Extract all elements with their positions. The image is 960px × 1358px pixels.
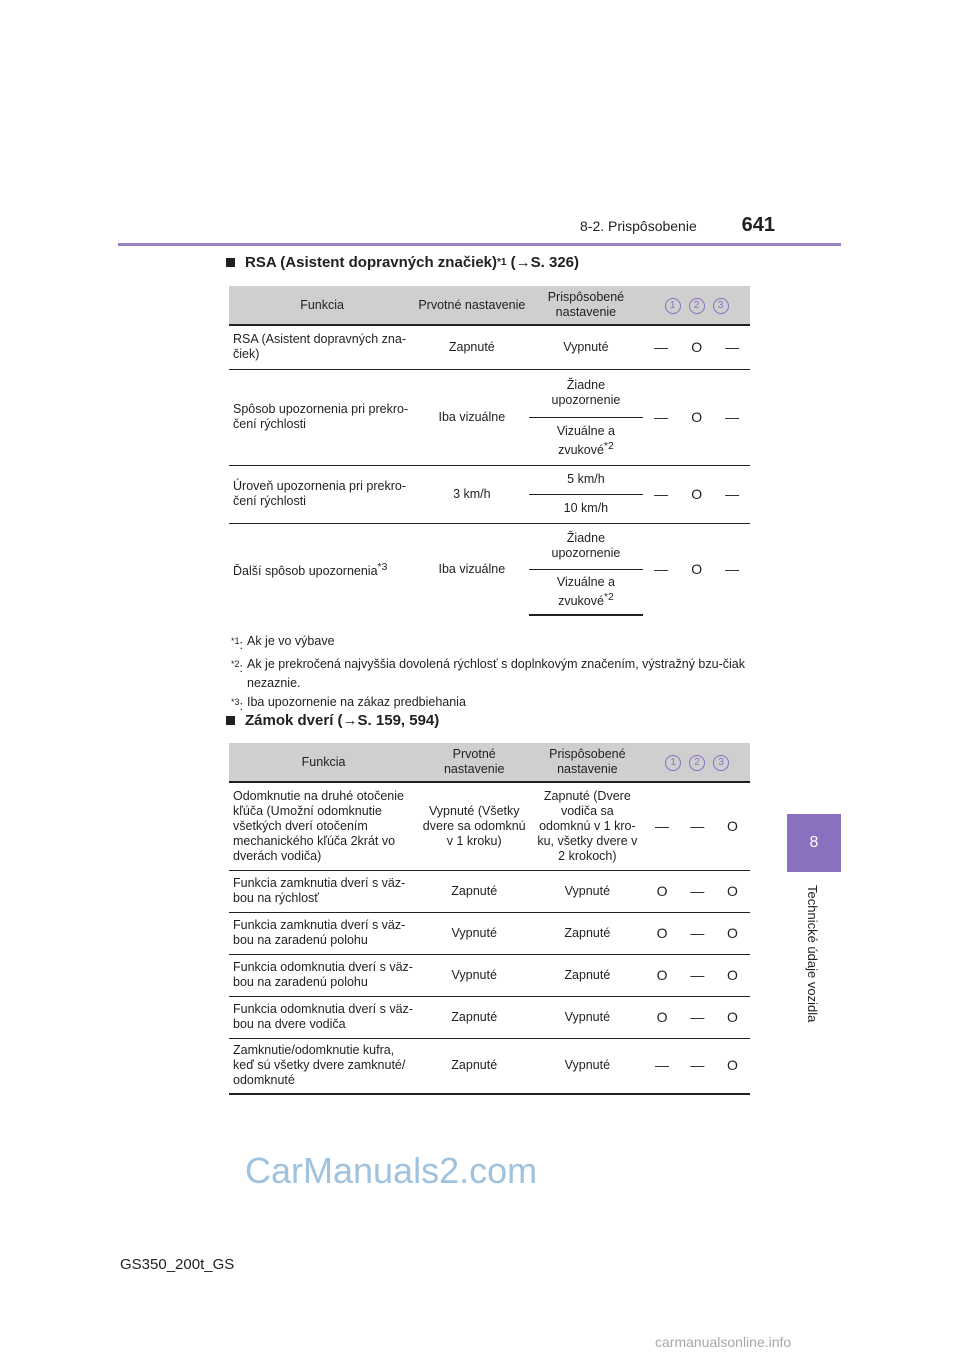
section-heading-rsa: RSA (Asistent dopravných značiek) *1 (→S. 326)	[226, 254, 579, 271]
cell-mark: O	[644, 954, 679, 996]
cell-function: Ďalší spôsob upozornenia$^{*3}$	[229, 523, 415, 615]
table-row	[229, 996, 750, 1038]
cell-mark: —	[714, 369, 750, 465]
cell-mark: —	[690, 817, 705, 834]
table-row	[229, 523, 750, 569]
section-title: 8-2. Prispôsobenie	[580, 218, 697, 234]
cell-default: 3 km/h	[415, 465, 528, 523]
column-header-method-icons	[644, 743, 750, 782]
page-header	[580, 214, 775, 237]
footnote: $^{*1}$: Ak je vo výbave	[231, 634, 335, 653]
cell-custom: Vypnuté	[530, 996, 644, 1038]
method-2-icon: 2	[689, 755, 705, 771]
table-row	[229, 1038, 750, 1094]
section-heading-door-lock: Zámok dverí (→S. 159, 594)	[226, 712, 439, 729]
cell-custom: Zapnuté (Dvere vodiča sa odomknú v 1 kro-ku, všetky dvere v 2 krokoch)	[537, 788, 638, 863]
cell-function: Spôsob upozornenia pri prekro-čení rýchlosti	[229, 369, 415, 465]
cell-mark: O	[679, 523, 714, 615]
cell-custom: Vypnuté	[530, 1038, 644, 1094]
table-row	[229, 870, 750, 912]
table-row	[229, 782, 750, 870]
column-header-function: Funkcia	[229, 743, 418, 782]
watermark-footer: carmanualsonline.info	[655, 1334, 792, 1350]
cell-default: Zapnuté	[418, 996, 530, 1038]
cell-mark: —	[680, 954, 715, 996]
column-header-function: Funkcia	[229, 286, 415, 325]
cell-mark: O	[715, 1038, 750, 1094]
cell-mark: —	[714, 523, 750, 615]
cell-default: Vypnuté	[418, 912, 530, 954]
cell-custom: Vizuálne a zvukové$^{*2}$	[529, 569, 644, 615]
cell-default: Iba vizuálne	[415, 523, 528, 615]
method-3-icon: 3	[713, 755, 729, 771]
cell-custom: Žiadne upozornenie	[529, 369, 644, 417]
footer-model-code: GS350_200t_GS	[120, 1256, 235, 1273]
cell-mark: —	[643, 369, 679, 465]
cell-function: Zamknutie/odomknutie kufra, keď sú všetky dvere zamknuté/ odomknuté	[229, 1038, 418, 1094]
cell-custom: Vypnuté	[563, 339, 609, 354]
cell-mark: O	[715, 954, 750, 996]
cell-mark: O	[691, 338, 703, 355]
cell-custom: Zapnuté	[530, 954, 644, 996]
cell-function: Funkcia odomknutia dverí s väz-bou na zaradenú polohu	[229, 954, 418, 996]
footnote: $^{*3}$: Iba upozornenie na zákaz predbiehania	[231, 695, 466, 714]
watermark-logo: CarManuals2.com	[245, 1150, 538, 1191]
cell-default: Vypnuté	[418, 954, 530, 996]
cell-mark: O	[679, 465, 714, 523]
chapter-tab[interactable]: 8	[787, 814, 841, 872]
cell-custom: 5 km/h	[529, 465, 644, 494]
cell-mark: O	[644, 912, 679, 954]
cell-default: Iba vizuálne	[415, 369, 528, 465]
cell-mark: O	[715, 870, 750, 912]
cell-function: RSA (Asistent dopravných zna-čiek)	[233, 332, 406, 362]
cell-default: Zapnuté	[448, 339, 495, 354]
cell-mark: O	[715, 912, 750, 954]
cell-mark: —	[680, 912, 715, 954]
cell-custom: 10 km/h	[529, 494, 644, 523]
column-header-custom: Prispôsobené nastavenie	[530, 743, 644, 782]
method-3-icon: 3	[713, 298, 729, 314]
cell-mark: —	[725, 338, 740, 355]
column-header-default: Prvotné nastavenie	[415, 286, 528, 325]
cell-custom: Vypnuté	[530, 870, 644, 912]
cell-mark: O	[679, 369, 714, 465]
cell-mark: O	[715, 996, 750, 1038]
cell-default: Vypnuté (Všetky dvere sa odomknú v 1 kroku)	[422, 803, 526, 848]
table-row	[229, 369, 750, 417]
table-row	[229, 465, 750, 494]
table-row	[229, 325, 750, 369]
footnote: $^{*2}$: Ak je prekročená najvyššia dovolená rýchlosť s doplnkovým značením, výstražný bzu-čiak nezaznie.	[231, 657, 745, 691]
cell-mark: O	[727, 817, 738, 834]
cell-default: Zapnuté	[418, 870, 530, 912]
cell-mark: —	[714, 465, 750, 523]
cell-function: Funkcia odomknutia dverí s väz-bou na dvere vodiča	[229, 996, 418, 1038]
method-1-icon: 1	[665, 755, 681, 771]
cell-custom: Žiadne upozornenie	[529, 523, 644, 569]
column-header-default: Prvotné nastavenie	[418, 743, 530, 782]
cell-mark: O	[644, 870, 679, 912]
cell-mark: —	[654, 338, 669, 355]
chapter-title: Technické údaje vozidla	[805, 885, 820, 1023]
page-number: 641	[741, 214, 775, 236]
cell-mark: —	[644, 1038, 679, 1094]
cell-mark: —	[643, 465, 679, 523]
cell-function: Funkcia zamknutia dverí s väz-bou na rýchlosť	[229, 870, 418, 912]
page-reference-link[interactable]: (→S. 159, 594)	[337, 712, 440, 729]
cell-function: Funkcia zamknutia dverí s väz-bou na zaradenú polohu	[229, 912, 418, 954]
rsa-table	[229, 286, 750, 616]
column-header-custom: Prispôsobené nastavenie	[529, 286, 644, 325]
footnotes	[218, 632, 758, 716]
bullet-square-icon	[226, 716, 235, 725]
cell-default: Zapnuté	[418, 1038, 530, 1094]
cell-function: Odomknutie na druhé otočenie kľúča (Umožní odomknutie všetkých dverí otočením mechanického kľúča 2krát vo dverách vodiča)	[233, 788, 404, 863]
table-row	[229, 912, 750, 954]
cell-custom: Zapnuté	[530, 912, 644, 954]
method-2-icon: 2	[689, 298, 705, 314]
table-row	[229, 954, 750, 996]
bullet-square-icon	[226, 258, 235, 267]
method-1-icon: 1	[665, 298, 681, 314]
cell-mark: O	[644, 996, 679, 1038]
column-header-method-icons	[643, 286, 750, 325]
cell-mark: —	[655, 817, 670, 834]
cell-function: Úroveň upozornenia pri prekro-čení rýchlosti	[229, 465, 415, 523]
door-lock-table	[229, 743, 750, 1095]
cell-mark: —	[680, 870, 715, 912]
page-reference-link[interactable]: (→S. 326)	[510, 254, 579, 271]
cell-custom: Vizuálne a zvukové$^{*2}$	[529, 417, 644, 465]
header-rule	[118, 243, 841, 246]
cell-mark: —	[680, 1038, 715, 1094]
cell-mark: —	[643, 523, 679, 615]
cell-mark: —	[680, 996, 715, 1038]
